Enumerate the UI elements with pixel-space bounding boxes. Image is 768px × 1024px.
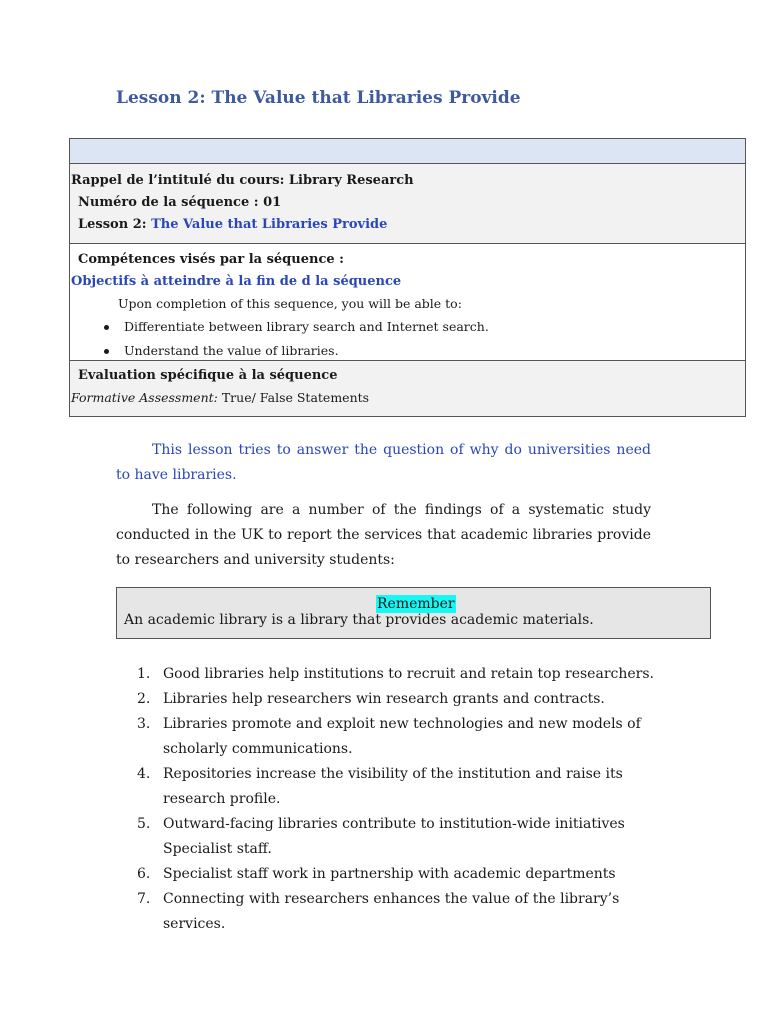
assessment-label: Formative Assessment: bbox=[71, 390, 218, 405]
evaluation-heading: Evaluation spécifique à la séquence bbox=[78, 368, 338, 383]
evaluation-row bbox=[70, 361, 745, 416]
lesson-title: Lesson 2: The Value that Libraries Provide bbox=[116, 88, 521, 108]
finding-line: Repositories increase the visibility of the institution and raise its bbox=[163, 766, 623, 782]
finding-item bbox=[137, 812, 663, 862]
intro-paragraph: This lesson tries to answer the question of why do universities need to have libraries. bbox=[116, 442, 651, 483]
findings-paragraph: The following are a number of the findings of a systematic study conducted in the UK to report the services that academic libraries provide to researchers and university students: bbox=[116, 502, 651, 568]
finding-number: 7. bbox=[137, 891, 151, 907]
course-row bbox=[70, 164, 745, 244]
remember-label: Remember bbox=[377, 596, 455, 612]
finding-item bbox=[137, 862, 663, 887]
finding-number: 3. bbox=[137, 716, 151, 732]
finding-line: research profile. bbox=[163, 791, 281, 807]
finding-item bbox=[137, 887, 663, 937]
assessment-line bbox=[70, 387, 745, 409]
course-title: Rappel de l’intitulé du cours: Library Research bbox=[71, 173, 414, 188]
objectives-heading: Objectifs à atteindre à la fin de d la séquence bbox=[71, 274, 402, 289]
lesson-line bbox=[70, 214, 745, 236]
sequence-number: Numéro de la séquence : 01 bbox=[78, 195, 282, 210]
finding-line: Good libraries help institutions to recruit and retain top researchers. bbox=[163, 666, 654, 682]
finding-line: Libraries help researchers win research grants and contracts. bbox=[163, 691, 605, 707]
finding-number: 6. bbox=[137, 866, 151, 882]
finding-line: Specialist staff. bbox=[163, 841, 272, 857]
course-info-table bbox=[69, 138, 746, 417]
remember-box bbox=[116, 587, 711, 639]
finding-number: 2. bbox=[137, 691, 151, 707]
assessment-value: True/ False Statements bbox=[217, 390, 370, 405]
finding-line: Outward-facing libraries contribute to institution-wide initiatives bbox=[163, 816, 625, 832]
lesson-prefix: Lesson 2: bbox=[78, 217, 152, 232]
finding-item bbox=[137, 687, 663, 712]
finding-number: 1. bbox=[137, 666, 151, 682]
finding-number: 5. bbox=[137, 816, 151, 832]
finding-item bbox=[137, 662, 663, 687]
finding-number: 4. bbox=[137, 766, 151, 782]
finding-item bbox=[137, 762, 663, 812]
finding-line: scholarly communications. bbox=[163, 741, 353, 757]
lesson-name: The Value that Libraries Provide bbox=[151, 217, 388, 232]
finding-line: Specialist staff work in partnership with academic departments bbox=[163, 866, 616, 882]
finding-line: Connecting with researchers enhances the value of the library’s bbox=[163, 891, 620, 907]
competences-row bbox=[70, 244, 745, 361]
table-header-row bbox=[70, 139, 745, 164]
finding-line: services. bbox=[163, 916, 226, 932]
objective-item: Understand the value of libraries. bbox=[70, 339, 745, 363]
finding-item bbox=[137, 712, 663, 762]
findings-list bbox=[137, 662, 663, 937]
finding-line: Libraries promote and exploit new technologies and new models of bbox=[163, 716, 641, 732]
competences-heading: Compétences visés par la séquence : bbox=[78, 252, 344, 267]
objectives-intro: Upon completion of this sequence, you will be able to: bbox=[118, 296, 462, 311]
objective-item: Differentiate between library search and Internet search. bbox=[70, 315, 745, 339]
remember-text: An academic library is a library that provides academic materials. bbox=[124, 612, 594, 628]
